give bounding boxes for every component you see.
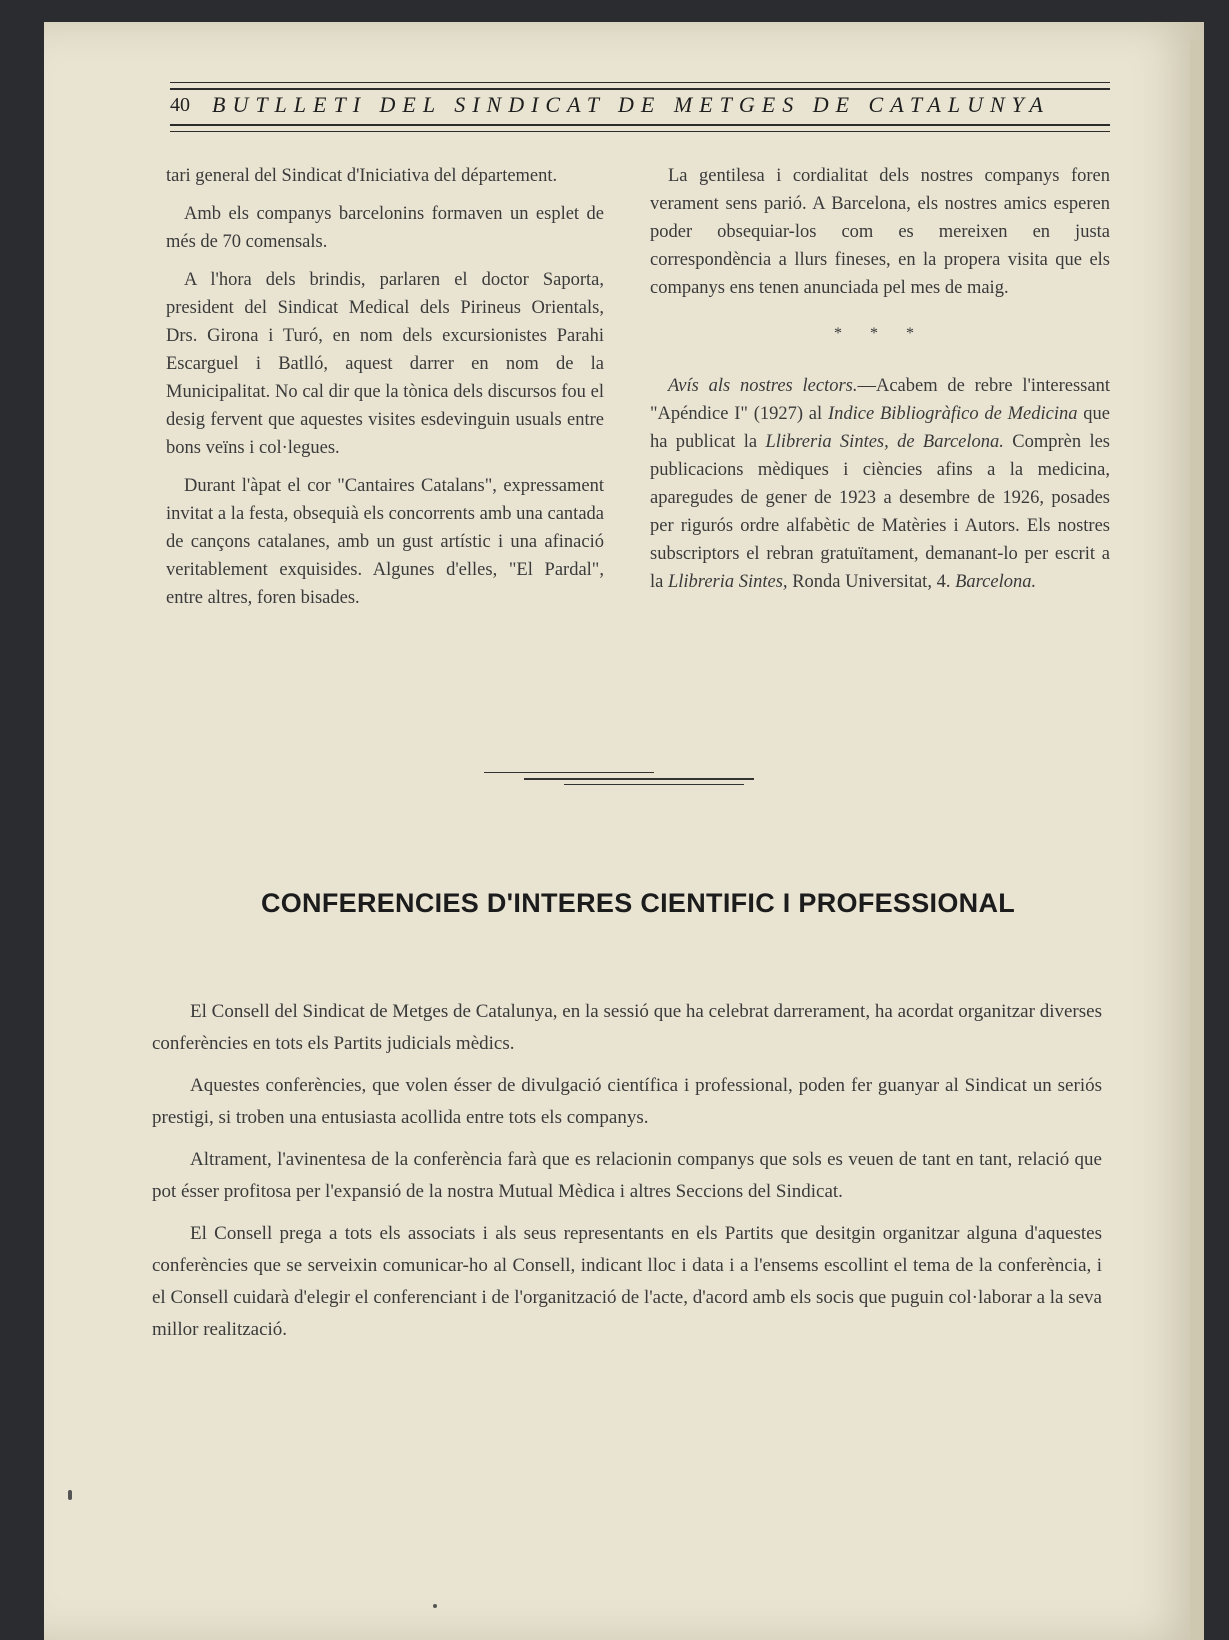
left-paragraph: A l'hora dels brindis, parlaren el doctor Saporta, president del Sindicat Medical dels Pirineus Orientals, Drs. Girona i Turó, en nom dels excursionistes Parahi Escarguel i Batlló, aquest darrer en nom de la Municipalitat. No cal dir que la tònica dels discursos fou el desig fervent que aquestes visites esdevinguin usuals entre bons veïns i col·legues. <box>166 270 604 458</box>
section-paragraph: El Consell del Sindicat de Metges de Catalunya, en la sessió que ha celebrat darrerament, ha acordat organitzar diverses conferències en tots els Partits judicials mèdics. <box>152 1001 1102 1054</box>
notice-heading: Avís als nostres lectors. <box>668 376 858 396</box>
notice-text: que ha publicat la <box>650 404 1110 452</box>
section-separator-stars: * * * <box>834 325 926 342</box>
header-rule-bottom-thick <box>170 124 1110 126</box>
section-title: CONFERENCIES D'INTERES CIENTIFIC I PROFESSIONAL <box>260 888 1016 918</box>
left-paragraph: Durant l'àpat el cor "Cantaires Catalans", expressament invitat a la festa, obsequià els concorrents amb una cantada de cançons catalanes, amb un gust artístic i una afinació veritablement exquisides. Algunes d'elles, "El Pardal", entre altres, foren bisades. <box>166 476 604 608</box>
readers-notice <box>650 372 1110 596</box>
section-body <box>152 996 1102 1356</box>
notice-book-title: Indice Bibliogràfico de Medicina <box>827 404 1078 424</box>
left-paragraph: Amb els companys barcelonins formaven un esplet de més de 70 comensals. <box>166 204 604 252</box>
notice-text: —Acabem de rebre l'interessant "Apéndice I" (1927) al <box>650 376 1110 424</box>
notice-city: Barcelona. <box>955 572 1037 592</box>
running-title: BUTLLETI DEL SINDICAT DE METGES DE CATALUNYA <box>212 92 1050 117</box>
header-rule-bottom <box>170 131 1110 132</box>
section-paragraph: Altrament, l'avinentesa de la conferència farà que es relacionin companys que sols es veuen de tant en tant, relació que pot ésser profitosa per l'expansió de la nostra Mutual Mèdica i altres Seccions del Sindicat. <box>152 1149 1102 1202</box>
page-edge <box>1190 40 1204 1640</box>
header-rule-top <box>170 82 1110 83</box>
header-rule-top-thick <box>170 88 1110 90</box>
left-paragraph: tari general del Sindicat d'Iniciativa del département. <box>166 166 558 186</box>
section-paragraph: El Consell prega a tots els associats i als seus representants en els Partits que desitgin organitzar alguna d'aquestes conferències que se serveixin comunicar-ho al Consell, indicant lloc i data i a l'ensems escollint el tema de la conferència, i el Consell cuidarà d'elegir el conferenciant i de l'organització de l'acte, d'acord amb els socis que puguin col·laborar a la seva millor realització. <box>152 1223 1102 1340</box>
right-column <box>650 162 1110 606</box>
left-column <box>166 162 604 622</box>
notice-publisher: Llibreria Sintes, <box>667 572 788 592</box>
page-header <box>170 80 1110 136</box>
notice-publisher: Llibreria Sintes, de Barcelona. <box>765 432 1004 452</box>
page-number: 40 <box>170 94 190 116</box>
section-divider <box>484 772 784 786</box>
right-paragraph: La gentilesa i cordialitat dels nostres companys foren verament sens parió. A Barcelona, els nostres amics esperen poder obsequiar-los com es mereixen en justa correspondència a llurs fineses, en la propera visita que els companys ens tenen anunciada pel mes de maig. <box>650 166 1110 298</box>
notice-text: Ronda Universitat, 4. <box>787 572 956 592</box>
ink-speck <box>68 1490 72 1500</box>
notice-text: Comprèn les publicacions mèdiques i ciències afins a la medicina, aparegudes de gener de 1923 a desembre de 1926, posades per rigurós ordre alfabètic de Matèries i Autors. Els nostres subscriptors el rebran gratuïtament, demanant-lo per escrit a la <box>650 432 1110 592</box>
ink-speck <box>433 1604 437 1608</box>
section-paragraph: Aquestes conferències, que volen ésser de divulgació científica i professional, poden fer guanyar al Sindicat un seriós prestigi, si troben una entusiasta acollida entre tots els companys. <box>152 1075 1102 1128</box>
